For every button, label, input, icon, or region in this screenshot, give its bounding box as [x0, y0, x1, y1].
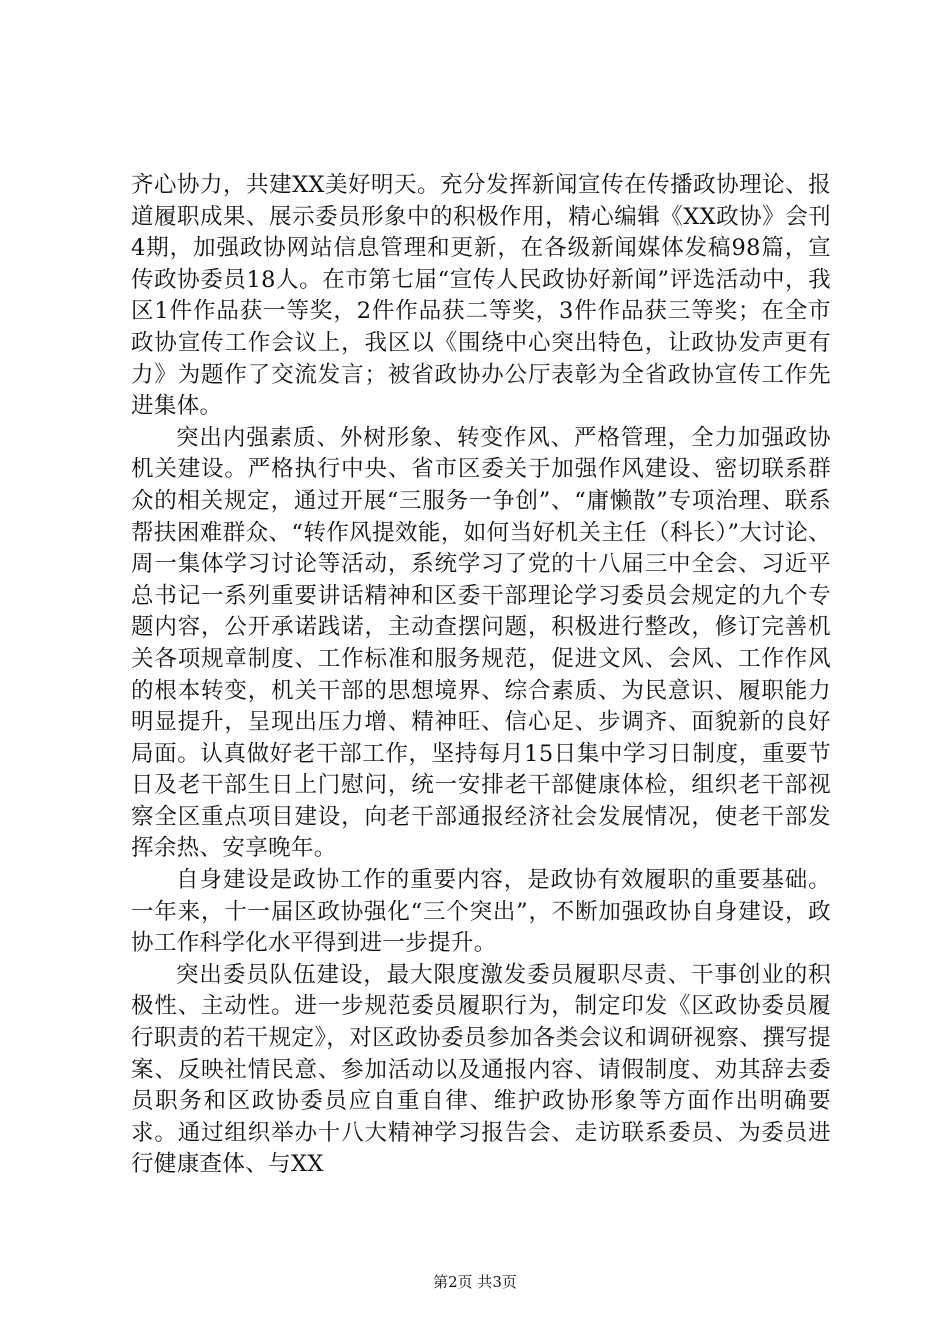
paragraph-2: 突出内强素质、外树形象、转变作风、严格管理，全力加强政协机关建设。严格执行中央、省市区委关于加强作风建设、密切联系群众的相关规定，通过开展“三服务一争创”、“庸懒散”专项治理、联系帮扶困难群众、“转作风提效能，如何当好机关主任（科长）”大讨论、周一集体学习讨论等活动，系统学习了党的十八届三中全会、习近平总书记一系列重要讲话精神和区委干部理论学习委员会规定的九个专题内容，公开承诺践诺，主动查摆问题，积极进行整改，修订完善机关各项规章制度、工作标准和服务规范，促进文风、会风、工作作风的根本转变，机关干部的思想境界、综合素质、为民意识、履职能力明显提升，呈现出压力增、精神旺、信心足、步调齐、面貌新的良好局面。认真做好老干部工作，坚持每月15日集中学习日制度，重要节日及老干部生日上门慰问，统一安排老干部健康体检，组织老干部视察全区重点项目建设，向老干部通报经济社会发展情况，使老干部发挥余热、安享晚年。 — [131, 424, 831, 862]
paragraph-1: 齐心协力，共建XX美好明天。充分发挥新闻宣传在传播政协理论、报道履职成果、展示委员形象中的积极作用，精心编辑《XX政协》会刊4期，加强政协网站信息管理和更新，在各级新闻媒体发稿98篇，宣传政协委员18人。在市第七届“宣传人民政协好新闻”评选活动中，我区1件作品获一等奖，2件作品获二等奖，3件作品获三等奖；在全市政协宣传工作会议上，我区以《围绕中心突出特色，让政协发声更有力》为题作了交流发言；被省政协办公厅表彰为全省政协宣传工作先进集体。 — [131, 172, 831, 420]
document-body — [131, 170, 831, 1181]
page-number-footer: 第2页 共3页 — [433, 1273, 517, 1291]
paragraph-3: 自身建设是政协工作的重要内容，是政协有效履职的重要基础。一年来，十一届区政协强化“三个突出”，不断加强政协自身建设，政协工作科学化水平得到进一步提升。 — [131, 867, 831, 957]
paragraph-4: 突出委员队伍建设，最大限度激发委员履职尽责、干事创业的积极性、主动性。进一步规范委员履职行为，制定印发《区政协委员履行职责的若干规定》，对区政协委员参加各类会议和调研视察、撰写提案、反映社情民意、参加活动以及通报内容、请假制度、劝其辞去委员职务和区政协委员应自重自律、维护政协形象等方面作出明确要求。通过组织举办十八大精神学习报告会、走访联系委员、为委员进行健康查体、与XX — [131, 961, 831, 1178]
